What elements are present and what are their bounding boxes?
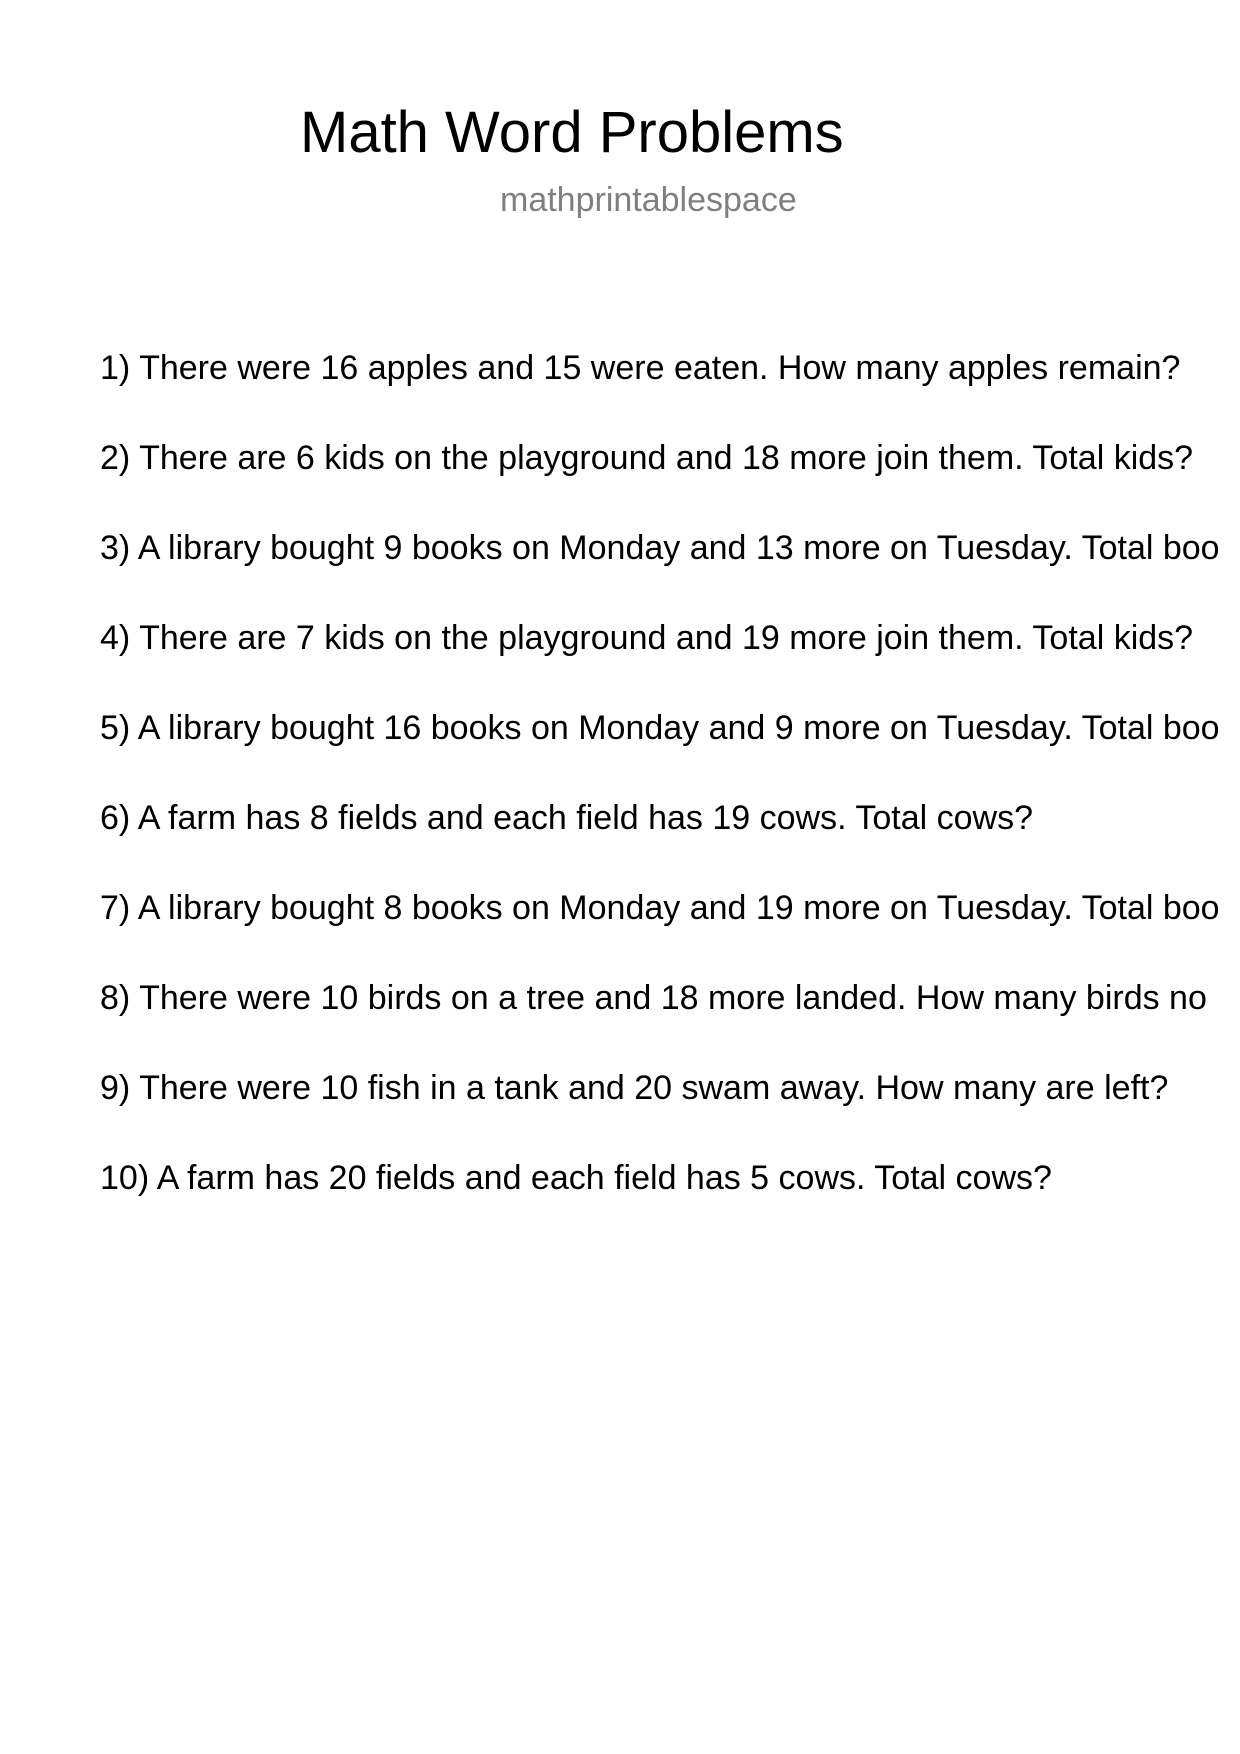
problem-item: 7) A library bought 8 books on Monday and 19 more on Tuesday. Total boo bbox=[100, 889, 1220, 927]
problem-item: 1) There were 16 apples and 15 were eaten. How many apples remain? bbox=[100, 349, 1181, 387]
problem-item: 5) A library bought 16 books on Monday and 9 more on Tuesday. Total boo bbox=[100, 709, 1220, 747]
problem-item: 2) There are 6 kids on the playground and 18 more join them. Total kids? bbox=[100, 439, 1194, 477]
page-title: Math Word Problems bbox=[300, 100, 844, 165]
problem-item: 9) There were 10 fish in a tank and 20 swam away. How many are left? bbox=[100, 1069, 1169, 1107]
problem-item: 6) A farm has 8 fields and each field has 19 cows. Total cows? bbox=[100, 799, 1034, 837]
problem-list bbox=[100, 348, 1240, 1248]
problem-item: 4) There are 7 kids on the playground and 19 more join them. Total kids? bbox=[100, 619, 1194, 657]
problem-item: 8) There were 10 birds on a tree and 18 more landed. How many birds no bbox=[100, 979, 1207, 1017]
problem-item: 3) A library bought 9 books on Monday and 13 more on Tuesday. Total boo bbox=[100, 529, 1220, 567]
page-subtitle: mathprintablespace bbox=[500, 181, 797, 219]
problem-item: 10) A farm has 20 fields and each field has 5 cows. Total cows? bbox=[100, 1159, 1052, 1197]
